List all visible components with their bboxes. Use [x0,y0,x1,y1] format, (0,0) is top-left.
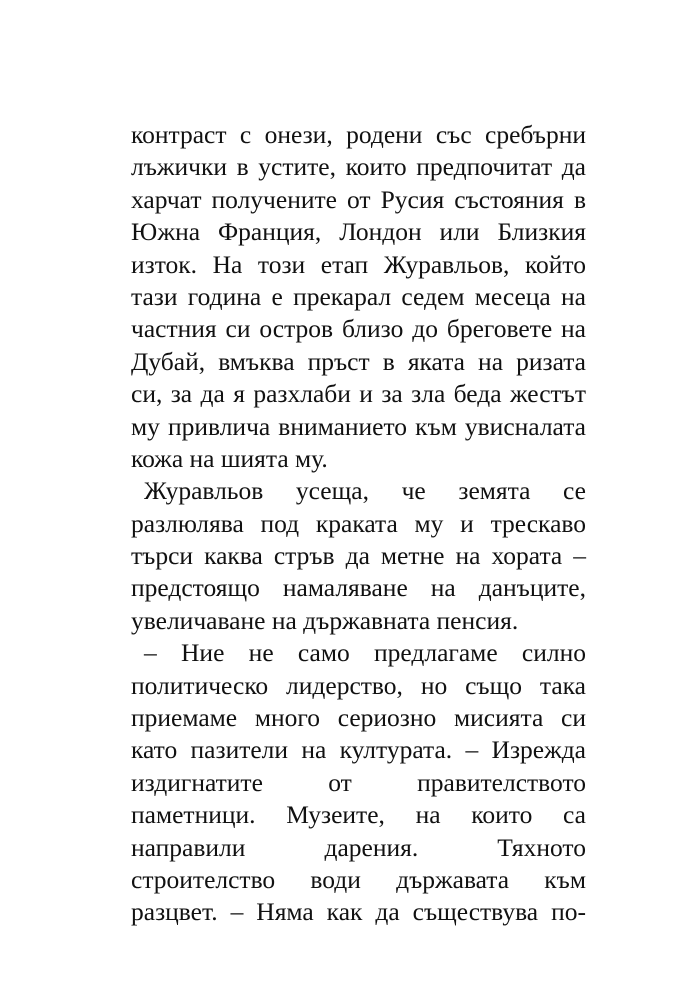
text-line: предстоящо намаляване на данъците, [131,573,586,603]
text-line: строителство води държавата към [131,864,586,894]
text-line: си, за да я разхлаби и за зла беда жестът [131,379,586,409]
text-line: разлюлява под краката му и трескаво [131,508,586,538]
paragraph-3 [131,637,586,929]
text-line: тази година е прекарал седем месеца на [131,281,586,311]
text-line: увеличаване на държавната пенсия. [131,605,519,635]
text-line: му привлича вниманието към увисналата [131,411,586,441]
text-line: контраст с онези, родени със сребърни [131,120,586,149]
text-line: разцвет. – Няма как да съществува по- [131,897,586,927]
text-line: – Ние не само предлагаме силно [144,638,586,668]
text-line: Журавльов усеща, че земята се [144,476,586,506]
page-text [131,119,586,929]
text-line: Дубай, вмъква пръст в яката на ризата [131,346,586,376]
text-line: паметници. Музеите, на които са [131,800,586,830]
text-line: харчат получените от Русия състояния в [131,184,586,214]
text-line: направили дарения. Тяхното [131,832,586,862]
text-line: изток. На този етап Журавльов, който [131,249,586,279]
text-line: Южна Франция, Лондон или Близкия [131,217,586,247]
paragraph-1 [131,119,586,475]
text-line: политическо лидерство, но също така [131,670,586,700]
text-line: частния си остров близо до бреговете на [131,314,586,344]
text-line: издигнатите от правителството [131,767,586,797]
text-line: търси каква стръв да метне на хората – [131,541,586,571]
paragraph-2 [131,475,586,637]
text-line: кожа на шията му. [131,443,328,473]
text-line: лъжички в устите, които предпочитат да [131,152,586,182]
text-line: приемаме много сериозно мисията си [131,703,586,733]
text-line: като пазители на културата. – Изрежда [131,735,586,765]
